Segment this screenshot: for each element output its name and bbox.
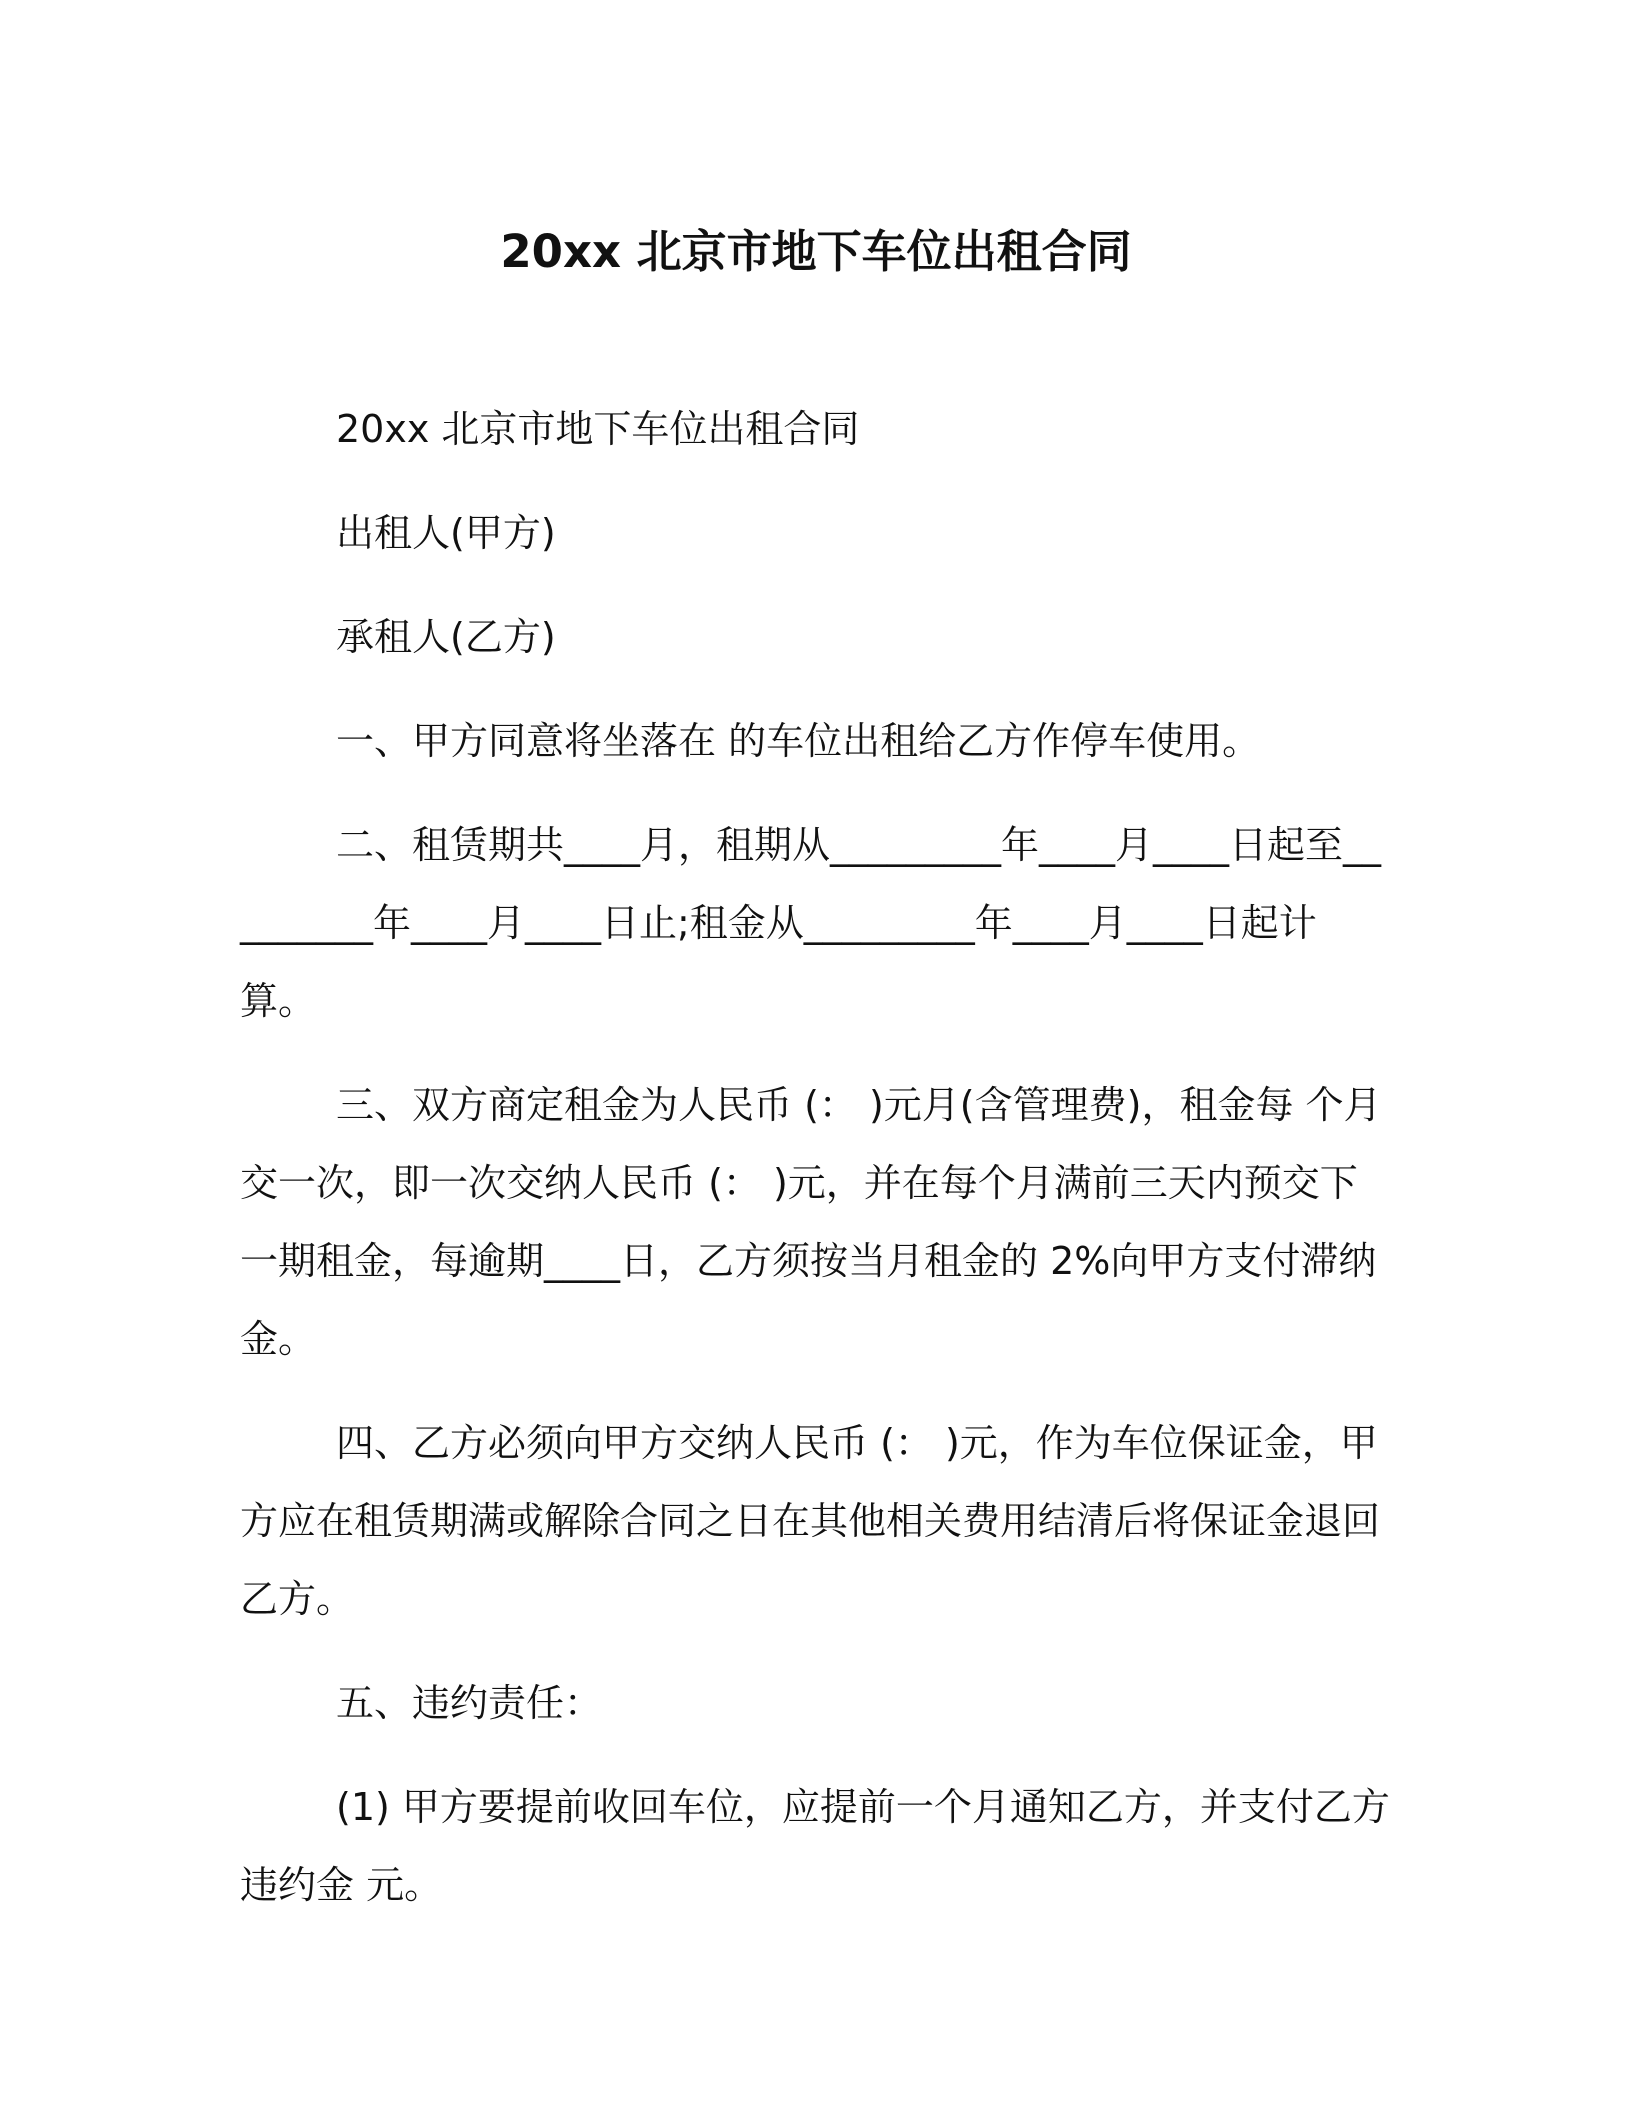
paragraph-clause-1: 一、甲方同意将坐落在 的车位出租给乙方作停车使用。 [336,719,1261,763]
paragraph-clause-4: 四、乙方必须向甲方交纳人民币 (： )元，作为车位保证金，甲方应在租赁期满或解除合同之日在其他相关费用结清后将保证金退回乙方。 [240,1421,1381,1621]
paragraph-clause-2: 二、租赁期共____月，租期从_________年____月____日起至_________年____月____日止;租金从_________年____月____日起计算。 [240,823,1382,1023]
document-body [240,390,1390,1950]
paragraph-heading: 20xx 北京市地下车位出租合同 [336,407,860,451]
document-title: 20xx 北京市地下车位出租合同 [500,225,1132,278]
paragraph-clause-5-1: (1) 甲方要提前收回车位，应提前一个月通知乙方，并支付乙方违约金 元。 [240,1785,1390,1907]
paragraph-clause-5: 五、违约责任： [336,1681,603,1725]
paragraph-lessee: 承租人(乙方) [336,615,556,659]
paragraph-clause-3: 三、双方商定租金为人民币 (： )元月(含管理费)，租金每 个月交一次，即一次交纳人民币 (： )元，并在每个月满前三天内预交下一期租金，每逾期____日，乙方须按当月租金的 2%向甲方支付滞纳金。 [240,1083,1382,1361]
paragraph-lessor: 出租人(甲方) [336,511,556,555]
